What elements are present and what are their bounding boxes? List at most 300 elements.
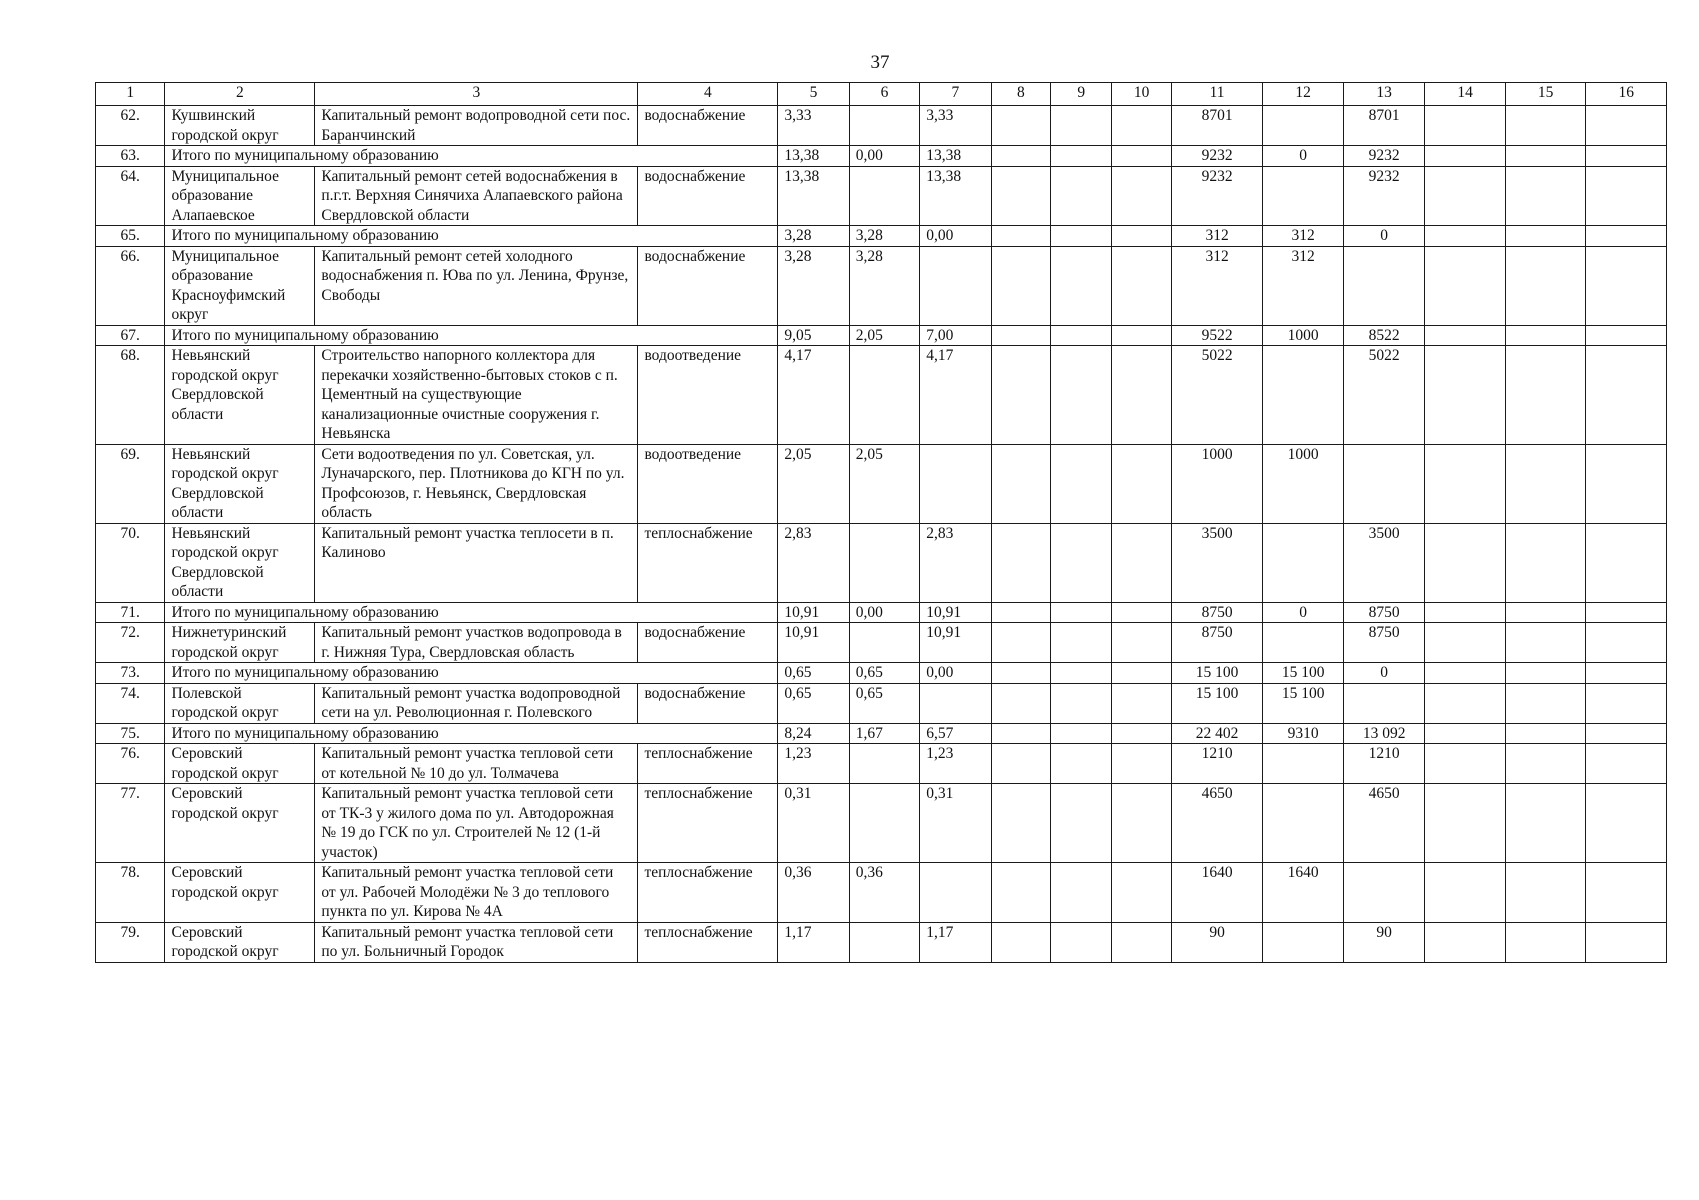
row-number: 66. — [96, 246, 165, 325]
value-col9 — [1051, 784, 1112, 863]
value-col11: 312 — [1171, 246, 1263, 325]
total-row — [96, 146, 1667, 167]
value-col9 — [1051, 246, 1112, 325]
value-col10 — [1112, 523, 1171, 602]
value-col13 — [1343, 246, 1425, 325]
value-col10 — [1112, 723, 1171, 744]
value-col13 — [1343, 444, 1425, 523]
value-col14 — [1425, 744, 1506, 784]
total-row — [96, 663, 1667, 684]
value-col14 — [1425, 623, 1506, 663]
value-col10 — [1112, 106, 1171, 146]
value-col8 — [991, 723, 1050, 744]
value-col13: 1210 — [1343, 744, 1425, 784]
value-col8 — [991, 106, 1050, 146]
row-number: 77. — [96, 784, 165, 863]
value-col12: 1000 — [1263, 325, 1344, 346]
value-col5: 0,65 — [778, 683, 849, 723]
value-col8 — [991, 166, 1050, 226]
value-col14 — [1425, 166, 1506, 226]
value-col11: 4650 — [1171, 784, 1263, 863]
column-number-header: 16 — [1586, 83, 1667, 106]
value-col13: 4650 — [1343, 784, 1425, 863]
value-col7: 7,00 — [920, 325, 991, 346]
value-col9 — [1051, 663, 1112, 684]
description-cell: Капитальный ремонт участков водопровода в г. Нижняя Тура, Свердловская область — [315, 623, 638, 663]
total-label: Итого по муниципальному образованию — [165, 325, 778, 346]
value-col16 — [1586, 784, 1667, 863]
value-col10 — [1112, 863, 1171, 923]
value-col13: 0 — [1343, 226, 1425, 247]
value-col8 — [991, 146, 1050, 167]
value-col9 — [1051, 444, 1112, 523]
value-col8 — [991, 663, 1050, 684]
value-col10 — [1112, 325, 1171, 346]
table-row — [96, 523, 1667, 602]
value-col5: 10,91 — [778, 602, 849, 623]
row-number: 73. — [96, 663, 165, 684]
value-col12 — [1263, 523, 1344, 602]
category-cell: водоснабжение — [638, 166, 778, 226]
value-col16 — [1586, 523, 1667, 602]
value-col10 — [1112, 683, 1171, 723]
value-col6: 0,65 — [849, 663, 919, 684]
value-col5: 3,28 — [778, 226, 849, 247]
table-row — [96, 246, 1667, 325]
value-col11: 8701 — [1171, 106, 1263, 146]
value-col13: 8750 — [1343, 623, 1425, 663]
table-row — [96, 444, 1667, 523]
row-number: 70. — [96, 523, 165, 602]
value-col9 — [1051, 146, 1112, 167]
table-row — [96, 683, 1667, 723]
municipality-cell: Невьянский городской округ Свердловской области — [165, 523, 315, 602]
value-col11: 1210 — [1171, 744, 1263, 784]
category-cell: водоснабжение — [638, 623, 778, 663]
value-col8 — [991, 784, 1050, 863]
category-cell: водоотведение — [638, 444, 778, 523]
value-col16 — [1586, 166, 1667, 226]
total-row — [96, 602, 1667, 623]
value-col5: 10,91 — [778, 623, 849, 663]
value-col7: 4,17 — [920, 346, 991, 445]
value-col14 — [1425, 346, 1506, 445]
value-col5: 4,17 — [778, 346, 849, 445]
value-col7 — [920, 444, 991, 523]
value-col12: 15 100 — [1263, 663, 1344, 684]
value-col10 — [1112, 226, 1171, 247]
value-col10 — [1112, 602, 1171, 623]
value-col11: 15 100 — [1171, 663, 1263, 684]
value-col5: 9,05 — [778, 325, 849, 346]
value-col13: 90 — [1343, 922, 1425, 962]
value-col9 — [1051, 623, 1112, 663]
value-col10 — [1112, 744, 1171, 784]
value-col13 — [1343, 683, 1425, 723]
value-col15 — [1505, 146, 1586, 167]
value-col15 — [1505, 523, 1586, 602]
description-cell: Капитальный ремонт сетей водоснабжения в п.г.т. Верхняя Синячиха Алапаевского района Свердловской области — [315, 166, 638, 226]
value-col6: 0,00 — [849, 602, 919, 623]
value-col15 — [1505, 922, 1586, 962]
value-col15 — [1505, 444, 1586, 523]
description-cell: Строительство напорного коллектора для перекачки хозяйственно-бытовых стоков с п. Цементный на существующие канализационные очистные сооружения г. Невьянска — [315, 346, 638, 445]
value-col12 — [1263, 166, 1344, 226]
municipality-cell: Серовский городской округ — [165, 863, 315, 923]
value-col13: 5022 — [1343, 346, 1425, 445]
value-col6: 2,05 — [849, 444, 919, 523]
row-number: 75. — [96, 723, 165, 744]
value-col13: 8522 — [1343, 325, 1425, 346]
value-col12: 9310 — [1263, 723, 1344, 744]
value-col14 — [1425, 602, 1506, 623]
value-col12 — [1263, 106, 1344, 146]
value-col6: 3,28 — [849, 246, 919, 325]
municipality-cell: Нижнетуринский городской округ — [165, 623, 315, 663]
value-col7: 6,57 — [920, 723, 991, 744]
category-cell: водоснабжение — [638, 106, 778, 146]
value-col7: 10,91 — [920, 623, 991, 663]
value-col15 — [1505, 346, 1586, 445]
value-col8 — [991, 246, 1050, 325]
municipality-cell: Кушвинский городской округ — [165, 106, 315, 146]
value-col12: 0 — [1263, 146, 1344, 167]
table-row — [96, 922, 1667, 962]
column-number-header: 8 — [991, 83, 1050, 106]
value-col10 — [1112, 663, 1171, 684]
value-col12: 15 100 — [1263, 683, 1344, 723]
value-col16 — [1586, 325, 1667, 346]
value-col12: 312 — [1263, 246, 1344, 325]
value-col9 — [1051, 683, 1112, 723]
total-row — [96, 723, 1667, 744]
value-col13: 9232 — [1343, 146, 1425, 167]
value-col6 — [849, 784, 919, 863]
value-col5: 3,33 — [778, 106, 849, 146]
table-row — [96, 623, 1667, 663]
column-number-header: 15 — [1505, 83, 1586, 106]
column-number-header: 13 — [1343, 83, 1425, 106]
value-col7 — [920, 246, 991, 325]
value-col11: 8750 — [1171, 623, 1263, 663]
value-col11: 9232 — [1171, 146, 1263, 167]
value-col7: 13,38 — [920, 146, 991, 167]
column-number-header: 6 — [849, 83, 919, 106]
value-col9 — [1051, 863, 1112, 923]
value-col10 — [1112, 166, 1171, 226]
value-col14 — [1425, 106, 1506, 146]
value-col14 — [1425, 683, 1506, 723]
value-col10 — [1112, 146, 1171, 167]
category-cell: теплоснабжение — [638, 784, 778, 863]
value-col16 — [1586, 246, 1667, 325]
value-col16 — [1586, 744, 1667, 784]
table-row — [96, 863, 1667, 923]
value-col9 — [1051, 346, 1112, 445]
value-col15 — [1505, 623, 1586, 663]
value-col5: 3,28 — [778, 246, 849, 325]
value-col7: 0,31 — [920, 784, 991, 863]
value-col6 — [849, 166, 919, 226]
value-col7: 1,17 — [920, 922, 991, 962]
value-col15 — [1505, 683, 1586, 723]
value-col14 — [1425, 922, 1506, 962]
value-col16 — [1586, 346, 1667, 445]
category-cell: теплоснабжение — [638, 744, 778, 784]
value-col13: 3500 — [1343, 523, 1425, 602]
value-col5: 13,38 — [778, 166, 849, 226]
row-number: 74. — [96, 683, 165, 723]
value-col14 — [1425, 226, 1506, 247]
total-label: Итого по муниципальному образованию — [165, 602, 778, 623]
value-col16 — [1586, 863, 1667, 923]
value-col7: 0,00 — [920, 663, 991, 684]
value-col15 — [1505, 106, 1586, 146]
column-number-header: 11 — [1171, 83, 1263, 106]
value-col6: 0,36 — [849, 863, 919, 923]
value-col6 — [849, 623, 919, 663]
municipality-cell: Муниципальное образование Красноуфимский округ — [165, 246, 315, 325]
description-cell: Капитальный ремонт участка тепловой сети от котельной № 10 до ул. Толмачева — [315, 744, 638, 784]
value-col16 — [1586, 663, 1667, 684]
value-col11: 9232 — [1171, 166, 1263, 226]
value-col16 — [1586, 444, 1667, 523]
table-row — [96, 166, 1667, 226]
value-col12 — [1263, 346, 1344, 445]
value-col7: 0,00 — [920, 226, 991, 247]
value-col15 — [1505, 226, 1586, 247]
value-col14 — [1425, 444, 1506, 523]
column-number-header: 4 — [638, 83, 778, 106]
value-col9 — [1051, 744, 1112, 784]
table-row — [96, 346, 1667, 445]
description-cell: Капитальный ремонт участка тепловой сети от ул. Рабочей Молодёжи № 3 до теплового пункта по ул. Кирова № 4А — [315, 863, 638, 923]
category-cell: теплоснабжение — [638, 523, 778, 602]
category-cell: теплоснабжение — [638, 863, 778, 923]
row-number: 64. — [96, 166, 165, 226]
value-col14 — [1425, 863, 1506, 923]
value-col15 — [1505, 602, 1586, 623]
value-col7: 2,83 — [920, 523, 991, 602]
value-col11: 5022 — [1171, 346, 1263, 445]
value-col16 — [1586, 106, 1667, 146]
value-col12 — [1263, 922, 1344, 962]
value-col5: 0,36 — [778, 863, 849, 923]
value-col6: 0,00 — [849, 146, 919, 167]
value-col5: 0,65 — [778, 663, 849, 684]
value-col14 — [1425, 246, 1506, 325]
value-col9 — [1051, 922, 1112, 962]
total-row — [96, 325, 1667, 346]
column-number-header: 1 — [96, 83, 165, 106]
row-number: 65. — [96, 226, 165, 247]
value-col7 — [920, 863, 991, 923]
value-col5: 13,38 — [778, 146, 849, 167]
total-label: Итого по муниципальному образованию — [165, 723, 778, 744]
value-col7 — [920, 683, 991, 723]
value-col11: 8750 — [1171, 602, 1263, 623]
value-col8 — [991, 346, 1050, 445]
column-number-header: 9 — [1051, 83, 1112, 106]
total-label: Итого по муниципальному образованию — [165, 146, 778, 167]
value-col15 — [1505, 784, 1586, 863]
value-col6 — [849, 346, 919, 445]
municipality-cell: Невьянский городской округ Свердловской области — [165, 444, 315, 523]
value-col5: 8,24 — [778, 723, 849, 744]
value-col13: 8701 — [1343, 106, 1425, 146]
value-col10 — [1112, 784, 1171, 863]
category-cell: теплоснабжение — [638, 922, 778, 962]
row-number: 79. — [96, 922, 165, 962]
description-cell: Капитальный ремонт сетей холодного водоснабжения п. Юва по ул. Ленина, Фрунзе, Свободы — [315, 246, 638, 325]
column-number-header: 7 — [920, 83, 991, 106]
municipality-cell: Полевской городской округ — [165, 683, 315, 723]
value-col14 — [1425, 523, 1506, 602]
value-col13 — [1343, 863, 1425, 923]
value-col15 — [1505, 166, 1586, 226]
value-col16 — [1586, 683, 1667, 723]
value-col8 — [991, 444, 1050, 523]
value-col7: 10,91 — [920, 602, 991, 623]
value-col6 — [849, 744, 919, 784]
column-number-header: 3 — [315, 83, 638, 106]
value-col12 — [1263, 744, 1344, 784]
value-col6: 0,65 — [849, 683, 919, 723]
value-col12: 0 — [1263, 602, 1344, 623]
value-col6 — [849, 922, 919, 962]
row-number: 72. — [96, 623, 165, 663]
value-col12: 312 — [1263, 226, 1344, 247]
value-col8 — [991, 523, 1050, 602]
table-row — [96, 106, 1667, 146]
description-cell: Капитальный ремонт участка водопроводной сети на ул. Революционная г. Полевского — [315, 683, 638, 723]
value-col15 — [1505, 863, 1586, 923]
value-col11: 1640 — [1171, 863, 1263, 923]
value-col15 — [1505, 246, 1586, 325]
value-col13: 0 — [1343, 663, 1425, 684]
row-number: 69. — [96, 444, 165, 523]
value-col8 — [991, 226, 1050, 247]
value-col8 — [991, 623, 1050, 663]
value-col6 — [849, 523, 919, 602]
value-col7: 3,33 — [920, 106, 991, 146]
value-col11: 90 — [1171, 922, 1263, 962]
value-col14 — [1425, 784, 1506, 863]
value-col13: 9232 — [1343, 166, 1425, 226]
value-col5: 1,17 — [778, 922, 849, 962]
value-col10 — [1112, 246, 1171, 325]
value-col9 — [1051, 106, 1112, 146]
value-col7: 13,38 — [920, 166, 991, 226]
value-col14 — [1425, 723, 1506, 744]
value-col11: 3500 — [1171, 523, 1263, 602]
value-col6: 2,05 — [849, 325, 919, 346]
value-col12 — [1263, 784, 1344, 863]
value-col11: 312 — [1171, 226, 1263, 247]
value-col8 — [991, 325, 1050, 346]
row-number: 76. — [96, 744, 165, 784]
value-col6 — [849, 106, 919, 146]
value-col9 — [1051, 723, 1112, 744]
municipality-cell: Серовский городской округ — [165, 922, 315, 962]
value-col7: 1,23 — [920, 744, 991, 784]
value-col5: 1,23 — [778, 744, 849, 784]
value-col16 — [1586, 146, 1667, 167]
value-col11: 1000 — [1171, 444, 1263, 523]
value-col5: 0,31 — [778, 784, 849, 863]
municipality-cell: Серовский городской округ — [165, 744, 315, 784]
description-cell: Сети водоотведения по ул. Советская, ул. Луначарского, пер. Плотникова до КГН по ул. Профсоюзов, г. Невьянск, Свердловская область — [315, 444, 638, 523]
value-col15 — [1505, 744, 1586, 784]
column-number-header: 14 — [1425, 83, 1506, 106]
description-cell: Капитальный ремонт участка тепловой сети от ТК-3 у жилого дома по ул. Автодорожная № 19 до ГСК по ул. Строителей № 12 (1-й участок) — [315, 784, 638, 863]
value-col12: 1000 — [1263, 444, 1344, 523]
row-number: 67. — [96, 325, 165, 346]
value-col16 — [1586, 723, 1667, 744]
value-col15 — [1505, 663, 1586, 684]
value-col16 — [1586, 602, 1667, 623]
value-col9 — [1051, 226, 1112, 247]
row-number: 62. — [96, 106, 165, 146]
column-number-header: 12 — [1263, 83, 1344, 106]
municipality-cell: Муниципальное образование Алапаевское — [165, 166, 315, 226]
value-col10 — [1112, 346, 1171, 445]
value-col16 — [1586, 226, 1667, 247]
value-col12: 1640 — [1263, 863, 1344, 923]
value-col13: 8750 — [1343, 602, 1425, 623]
value-col14 — [1425, 146, 1506, 167]
table-row — [96, 744, 1667, 784]
value-col11: 22 402 — [1171, 723, 1263, 744]
column-number-header: 10 — [1112, 83, 1171, 106]
table-row — [96, 784, 1667, 863]
program-table — [95, 82, 1667, 963]
value-col8 — [991, 602, 1050, 623]
description-cell: Капитальный ремонт участка тепловой сети по ул. Больничный Городок — [315, 922, 638, 962]
value-col15 — [1505, 325, 1586, 346]
value-col8 — [991, 744, 1050, 784]
category-cell: водоснабжение — [638, 683, 778, 723]
value-col5: 2,05 — [778, 444, 849, 523]
municipality-cell: Серовский городской округ — [165, 784, 315, 863]
value-col12 — [1263, 623, 1344, 663]
value-col5: 2,83 — [778, 523, 849, 602]
municipality-cell: Невьянский городской округ Свердловской области — [165, 346, 315, 445]
description-cell: Капитальный ремонт участка теплосети в п. Калиново — [315, 523, 638, 602]
value-col9 — [1051, 325, 1112, 346]
row-number: 78. — [96, 863, 165, 923]
row-number: 63. — [96, 146, 165, 167]
page-number: 37 — [870, 52, 890, 73]
category-cell: водоснабжение — [638, 246, 778, 325]
value-col16 — [1586, 623, 1667, 663]
column-number-row — [96, 83, 1667, 106]
value-col8 — [991, 922, 1050, 962]
column-number-header: 2 — [165, 83, 315, 106]
value-col10 — [1112, 444, 1171, 523]
value-col6: 3,28 — [849, 226, 919, 247]
value-col11: 9522 — [1171, 325, 1263, 346]
value-col14 — [1425, 663, 1506, 684]
value-col6: 1,67 — [849, 723, 919, 744]
value-col13: 13 092 — [1343, 723, 1425, 744]
value-col9 — [1051, 602, 1112, 623]
value-col8 — [991, 683, 1050, 723]
row-number: 71. — [96, 602, 165, 623]
value-col15 — [1505, 723, 1586, 744]
value-col10 — [1112, 922, 1171, 962]
value-col16 — [1586, 922, 1667, 962]
